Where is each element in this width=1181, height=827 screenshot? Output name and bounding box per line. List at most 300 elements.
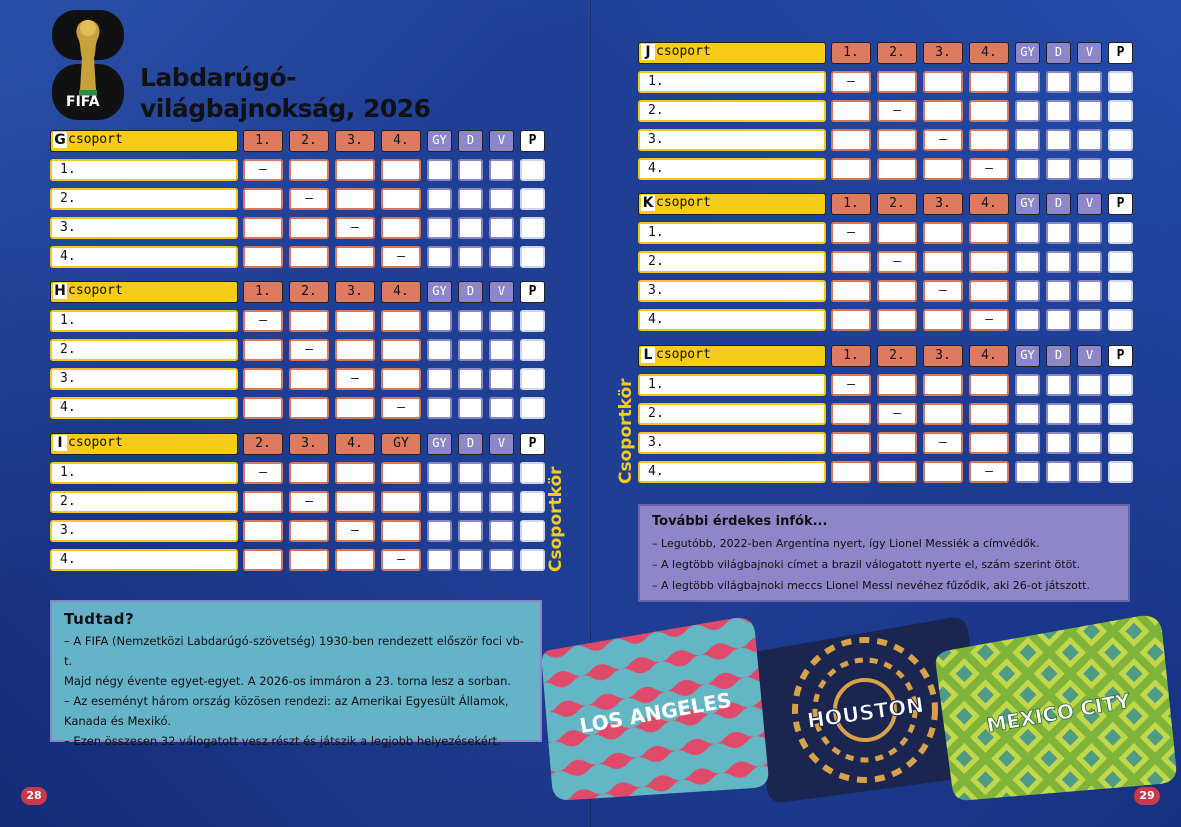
score-field[interactable] bbox=[335, 462, 375, 484]
stat-header: V bbox=[489, 433, 514, 455]
stat-field[interactable] bbox=[1077, 280, 1102, 302]
score-field[interactable] bbox=[969, 71, 1009, 93]
score-field[interactable] bbox=[923, 100, 963, 122]
city-name-mexico-city: MEXICO CITY bbox=[984, 688, 1133, 738]
score-field[interactable]: – bbox=[923, 280, 963, 302]
stat-field[interactable] bbox=[1015, 374, 1040, 396]
column-header: 3. bbox=[335, 130, 375, 152]
score-field[interactable]: – bbox=[969, 461, 1009, 483]
more-info-heading: További érdekes infók... bbox=[652, 514, 828, 529]
group-letter: L bbox=[641, 347, 655, 363]
score-field[interactable] bbox=[969, 432, 1009, 454]
points-field[interactable] bbox=[520, 217, 545, 239]
score-field[interactable] bbox=[969, 222, 1009, 244]
stat-header: GY bbox=[427, 130, 452, 152]
score-field[interactable] bbox=[877, 129, 917, 151]
score-field[interactable] bbox=[335, 310, 375, 332]
team-name-field[interactable]: 3. bbox=[638, 280, 826, 302]
team-name-field[interactable]: 4. bbox=[638, 158, 826, 180]
score-field[interactable]: – bbox=[831, 71, 871, 93]
score-field[interactable] bbox=[831, 100, 871, 122]
column-header: 2. bbox=[877, 193, 917, 215]
score-field[interactable]: – bbox=[243, 159, 283, 181]
score-field[interactable] bbox=[335, 397, 375, 419]
score-field[interactable] bbox=[831, 461, 871, 483]
stat-field[interactable] bbox=[489, 397, 514, 419]
column-header: 2. bbox=[243, 433, 283, 455]
score-field[interactable] bbox=[831, 251, 871, 273]
vertical-label-left: Csoportkör bbox=[546, 466, 566, 572]
stat-header: GY bbox=[1015, 193, 1040, 215]
stat-field[interactable] bbox=[458, 188, 483, 210]
score-field[interactable] bbox=[335, 491, 375, 513]
score-field[interactable]: – bbox=[335, 217, 375, 239]
stat-field[interactable] bbox=[489, 520, 514, 542]
team-name-field[interactable]: 3. bbox=[638, 432, 826, 454]
score-field[interactable]: – bbox=[381, 549, 421, 571]
points-field[interactable] bbox=[1108, 71, 1133, 93]
score-field[interactable] bbox=[243, 368, 283, 390]
stat-field[interactable] bbox=[1015, 251, 1040, 273]
stat-field[interactable] bbox=[1077, 158, 1102, 180]
score-field[interactable] bbox=[877, 432, 917, 454]
stat-field[interactable] bbox=[1077, 403, 1102, 425]
group-label: csoport bbox=[656, 195, 711, 210]
stat-header: D bbox=[458, 281, 483, 303]
score-field[interactable] bbox=[243, 217, 283, 239]
column-header: 1. bbox=[831, 42, 871, 64]
score-field[interactable] bbox=[335, 339, 375, 361]
score-field[interactable] bbox=[289, 368, 329, 390]
points-field[interactable] bbox=[1108, 158, 1133, 180]
score-field[interactable] bbox=[969, 403, 1009, 425]
score-field[interactable] bbox=[923, 251, 963, 273]
points-field[interactable] bbox=[1108, 222, 1133, 244]
score-field[interactable] bbox=[289, 520, 329, 542]
points-field[interactable] bbox=[520, 520, 545, 542]
stat-field[interactable] bbox=[458, 246, 483, 268]
team-name-field[interactable]: 3. bbox=[638, 129, 826, 151]
score-field[interactable]: – bbox=[289, 491, 329, 513]
score-field[interactable]: – bbox=[289, 339, 329, 361]
stat-field[interactable] bbox=[427, 520, 452, 542]
did-you-know-line: Majd négy évente egyet-egyet. A 2026-os immáron a 23. torna lesz a sorban. bbox=[64, 674, 512, 688]
score-field[interactable] bbox=[969, 280, 1009, 302]
stat-field[interactable] bbox=[1077, 129, 1102, 151]
team-name-field[interactable]: 3. bbox=[50, 520, 238, 542]
score-field[interactable] bbox=[243, 491, 283, 513]
stat-field[interactable] bbox=[1077, 432, 1102, 454]
stat-field[interactable] bbox=[1077, 100, 1102, 122]
stat-field[interactable] bbox=[1046, 374, 1071, 396]
page-number-right: 29 bbox=[1134, 787, 1160, 805]
team-name-field[interactable]: 2. bbox=[50, 339, 238, 361]
score-field[interactable] bbox=[243, 339, 283, 361]
city-card-mexico-city bbox=[936, 616, 1176, 800]
stat-field[interactable] bbox=[1077, 251, 1102, 273]
stat-field[interactable] bbox=[489, 462, 514, 484]
score-field[interactable] bbox=[243, 520, 283, 542]
score-field[interactable] bbox=[831, 432, 871, 454]
column-header: 3. bbox=[335, 281, 375, 303]
stat-header: V bbox=[1077, 345, 1102, 367]
stat-field[interactable] bbox=[1046, 71, 1071, 93]
stat-header: GY bbox=[427, 281, 452, 303]
score-field[interactable]: – bbox=[289, 188, 329, 210]
stat-header: D bbox=[1046, 345, 1071, 367]
more-info-line: – Legutóbb, 2022-ben Argentína nyert, így Lionel Messiék a címvédők. bbox=[652, 537, 1040, 550]
score-field[interactable] bbox=[923, 222, 963, 244]
score-field[interactable] bbox=[381, 339, 421, 361]
stat-header: V bbox=[489, 130, 514, 152]
points-field[interactable] bbox=[520, 339, 545, 361]
score-field[interactable]: – bbox=[877, 403, 917, 425]
score-field[interactable] bbox=[335, 549, 375, 571]
points-header: P bbox=[1108, 193, 1133, 215]
stat-field[interactable] bbox=[458, 159, 483, 181]
score-field[interactable] bbox=[877, 309, 917, 331]
stat-field[interactable] bbox=[1046, 309, 1071, 331]
column-header: 2. bbox=[289, 281, 329, 303]
column-header: 4. bbox=[381, 130, 421, 152]
city-cards bbox=[540, 610, 1180, 820]
team-name-field[interactable]: 3. bbox=[50, 217, 238, 239]
score-field[interactable] bbox=[969, 374, 1009, 396]
score-field[interactable] bbox=[381, 310, 421, 332]
column-header: 4. bbox=[969, 42, 1009, 64]
column-header: 3. bbox=[923, 42, 963, 64]
stat-field[interactable] bbox=[458, 368, 483, 390]
stat-field[interactable] bbox=[1077, 71, 1102, 93]
column-header: 1. bbox=[831, 345, 871, 367]
stat-field[interactable] bbox=[427, 246, 452, 268]
score-field[interactable] bbox=[243, 188, 283, 210]
team-name-field[interactable]: 2. bbox=[638, 100, 826, 122]
stat-field[interactable] bbox=[1046, 129, 1071, 151]
stat-header: V bbox=[489, 281, 514, 303]
score-field[interactable]: – bbox=[877, 251, 917, 273]
score-field[interactable] bbox=[381, 217, 421, 239]
city-name-los-angeles: LOS ANGELES bbox=[577, 687, 734, 739]
stat-field[interactable] bbox=[1015, 309, 1040, 331]
group-letter: H bbox=[54, 283, 66, 299]
score-field[interactable] bbox=[969, 100, 1009, 122]
points-field[interactable] bbox=[520, 246, 545, 268]
column-header: 1. bbox=[243, 281, 283, 303]
group-label: csoport bbox=[656, 44, 711, 59]
points-field[interactable] bbox=[1108, 100, 1133, 122]
score-field[interactable] bbox=[877, 461, 917, 483]
score-field[interactable] bbox=[381, 520, 421, 542]
stat-field[interactable] bbox=[1015, 129, 1040, 151]
points-field[interactable] bbox=[520, 159, 545, 181]
points-field[interactable] bbox=[520, 462, 545, 484]
column-header: 2. bbox=[877, 42, 917, 64]
group-name-cell bbox=[50, 130, 238, 152]
stat-field[interactable] bbox=[458, 520, 483, 542]
score-field[interactable] bbox=[335, 246, 375, 268]
group-letter: J bbox=[641, 44, 655, 60]
stat-field[interactable] bbox=[458, 397, 483, 419]
points-field[interactable] bbox=[520, 310, 545, 332]
score-field[interactable]: – bbox=[969, 309, 1009, 331]
points-field[interactable] bbox=[520, 549, 545, 571]
score-field[interactable] bbox=[381, 188, 421, 210]
score-field[interactable] bbox=[289, 397, 329, 419]
did-you-know-line: Kanada és Mexikó. bbox=[64, 714, 171, 728]
stat-field[interactable] bbox=[1077, 374, 1102, 396]
stat-field[interactable] bbox=[427, 397, 452, 419]
team-name-field[interactable]: 2. bbox=[638, 403, 826, 425]
score-field[interactable]: – bbox=[381, 246, 421, 268]
score-field[interactable] bbox=[923, 461, 963, 483]
stat-field[interactable] bbox=[1046, 158, 1071, 180]
team-name-field[interactable]: 1. bbox=[638, 71, 826, 93]
stat-field[interactable] bbox=[427, 462, 452, 484]
team-name-field[interactable]: 2. bbox=[638, 251, 826, 273]
score-field[interactable] bbox=[831, 158, 871, 180]
group-name-cell bbox=[50, 281, 238, 303]
stat-field[interactable] bbox=[489, 188, 514, 210]
stat-field[interactable] bbox=[427, 217, 452, 239]
stat-field[interactable] bbox=[1046, 432, 1071, 454]
stat-field[interactable] bbox=[1015, 100, 1040, 122]
stat-field[interactable] bbox=[427, 339, 452, 361]
score-field[interactable] bbox=[877, 71, 917, 93]
stat-field[interactable] bbox=[489, 217, 514, 239]
score-field[interactable] bbox=[335, 188, 375, 210]
column-header: 3. bbox=[923, 193, 963, 215]
stat-header: D bbox=[458, 433, 483, 455]
stat-field[interactable] bbox=[1046, 222, 1071, 244]
points-field[interactable] bbox=[1108, 374, 1133, 396]
page-title: Labdarúgó-világbajnokság, 2026 bbox=[140, 63, 431, 123]
score-field[interactable] bbox=[877, 222, 917, 244]
stat-field[interactable] bbox=[489, 549, 514, 571]
score-field[interactable]: – bbox=[969, 158, 1009, 180]
team-name-field[interactable]: 2. bbox=[50, 491, 238, 513]
stat-field[interactable] bbox=[1015, 432, 1040, 454]
score-field[interactable]: – bbox=[335, 368, 375, 390]
stat-field[interactable] bbox=[1015, 280, 1040, 302]
group-name-cell bbox=[638, 345, 826, 367]
column-header: 1. bbox=[243, 130, 283, 152]
group-name-cell bbox=[50, 433, 238, 455]
did-you-know-heading: Tudtad? bbox=[64, 610, 135, 628]
page-number-left: 28 bbox=[21, 787, 47, 805]
score-field[interactable] bbox=[289, 462, 329, 484]
stat-header: V bbox=[1077, 193, 1102, 215]
points-field[interactable] bbox=[1108, 280, 1133, 302]
score-field[interactable] bbox=[289, 549, 329, 571]
stat-field[interactable] bbox=[1015, 222, 1040, 244]
score-field[interactable] bbox=[289, 246, 329, 268]
score-field[interactable] bbox=[969, 129, 1009, 151]
city-name-houston: HOUSTON bbox=[805, 692, 926, 734]
group-name-cell bbox=[638, 193, 826, 215]
score-field[interactable] bbox=[335, 159, 375, 181]
stat-field[interactable] bbox=[458, 217, 483, 239]
stat-header: D bbox=[1046, 193, 1071, 215]
stat-field[interactable] bbox=[489, 491, 514, 513]
stat-field[interactable] bbox=[1015, 403, 1040, 425]
score-field[interactable] bbox=[831, 280, 871, 302]
group-label: csoport bbox=[656, 347, 711, 362]
score-field[interactable] bbox=[831, 129, 871, 151]
stat-field[interactable] bbox=[1015, 71, 1040, 93]
column-header: 3. bbox=[923, 345, 963, 367]
stat-header: GY bbox=[427, 433, 452, 455]
group-letter: I bbox=[53, 435, 67, 451]
stat-field[interactable] bbox=[1046, 100, 1071, 122]
score-field[interactable]: – bbox=[335, 520, 375, 542]
team-name-field[interactable]: 4. bbox=[638, 461, 826, 483]
points-field[interactable] bbox=[1108, 251, 1133, 273]
more-info-box bbox=[638, 504, 1130, 602]
score-field[interactable]: – bbox=[381, 397, 421, 419]
score-field[interactable] bbox=[831, 403, 871, 425]
score-field[interactable]: – bbox=[923, 432, 963, 454]
column-header: GY bbox=[381, 433, 421, 455]
stat-field[interactable] bbox=[489, 310, 514, 332]
score-field[interactable]: – bbox=[243, 310, 283, 332]
points-header: P bbox=[520, 130, 545, 152]
score-field[interactable] bbox=[923, 374, 963, 396]
vertical-label-right: Csoportkör bbox=[616, 378, 636, 484]
points-header: P bbox=[1108, 345, 1133, 367]
stat-field[interactable] bbox=[427, 368, 452, 390]
stat-field[interactable] bbox=[1046, 251, 1071, 273]
team-name-field[interactable]: 1. bbox=[50, 310, 238, 332]
team-name-field[interactable]: 4. bbox=[638, 309, 826, 331]
group-label: csoport bbox=[68, 132, 123, 147]
team-name-field[interactable]: 4. bbox=[50, 246, 238, 268]
stat-field[interactable] bbox=[1046, 403, 1071, 425]
stat-field[interactable] bbox=[489, 368, 514, 390]
stat-field[interactable] bbox=[489, 339, 514, 361]
did-you-know-line: – A FIFA (Nemzetközi Labdarúgó-szövetség) 1930-ben rendezett először foci vb-t. bbox=[64, 634, 524, 668]
stat-field[interactable] bbox=[427, 188, 452, 210]
team-name-field[interactable]: 2. bbox=[50, 188, 238, 210]
score-field[interactable] bbox=[877, 280, 917, 302]
did-you-know-line: – Az eseményt három ország közösen rendezi: az Amerikai Egyesült Államok, bbox=[64, 694, 509, 708]
team-name-field[interactable]: 1. bbox=[50, 462, 238, 484]
stat-field[interactable] bbox=[489, 246, 514, 268]
score-field[interactable] bbox=[381, 159, 421, 181]
points-header: P bbox=[520, 281, 545, 303]
stat-field[interactable] bbox=[458, 310, 483, 332]
points-field[interactable] bbox=[520, 368, 545, 390]
stat-field[interactable] bbox=[1077, 222, 1102, 244]
points-field[interactable] bbox=[1108, 403, 1133, 425]
score-field[interactable] bbox=[969, 251, 1009, 273]
stat-header: D bbox=[1046, 42, 1071, 64]
score-field[interactable] bbox=[243, 549, 283, 571]
team-name-field[interactable]: 4. bbox=[50, 549, 238, 571]
score-field[interactable]: – bbox=[877, 100, 917, 122]
stat-field[interactable] bbox=[1077, 461, 1102, 483]
column-header: 4. bbox=[969, 193, 1009, 215]
stat-field[interactable] bbox=[458, 491, 483, 513]
stat-header: GY bbox=[1015, 345, 1040, 367]
stat-field[interactable] bbox=[427, 159, 452, 181]
points-field[interactable] bbox=[1108, 432, 1133, 454]
group-letter: G bbox=[54, 132, 66, 148]
score-field[interactable] bbox=[289, 310, 329, 332]
group-letter: K bbox=[642, 195, 654, 211]
points-field[interactable] bbox=[520, 188, 545, 210]
score-field[interactable] bbox=[831, 309, 871, 331]
stat-field[interactable] bbox=[458, 462, 483, 484]
score-field[interactable] bbox=[923, 403, 963, 425]
city-card-los-angeles bbox=[542, 618, 768, 800]
score-field[interactable] bbox=[877, 158, 917, 180]
score-field[interactable] bbox=[877, 374, 917, 396]
score-field[interactable]: – bbox=[831, 222, 871, 244]
score-field[interactable] bbox=[243, 246, 283, 268]
score-field[interactable] bbox=[289, 159, 329, 181]
stat-field[interactable] bbox=[1015, 461, 1040, 483]
team-name-field[interactable]: 3. bbox=[50, 368, 238, 390]
column-header: 2. bbox=[289, 130, 329, 152]
score-field[interactable] bbox=[923, 158, 963, 180]
team-name-field[interactable]: 4. bbox=[50, 397, 238, 419]
group-name-cell bbox=[638, 42, 826, 64]
score-field[interactable] bbox=[381, 491, 421, 513]
stat-field[interactable] bbox=[1077, 309, 1102, 331]
did-you-know-box bbox=[50, 600, 542, 748]
points-field[interactable] bbox=[1108, 461, 1133, 483]
team-name-field[interactable]: 1. bbox=[638, 374, 826, 396]
points-field[interactable] bbox=[1108, 129, 1133, 151]
stat-header: GY bbox=[1015, 42, 1040, 64]
stat-field[interactable] bbox=[1046, 461, 1071, 483]
score-field[interactable]: – bbox=[243, 462, 283, 484]
team-name-field[interactable]: 1. bbox=[638, 222, 826, 244]
stat-field[interactable] bbox=[458, 339, 483, 361]
more-info-line: – A legtöbb világbajnoki címet a brazil válogatott nyerte el, szám szerint ötöt. bbox=[652, 558, 1081, 571]
stat-header: V bbox=[1077, 42, 1102, 64]
team-name-field[interactable]: 1. bbox=[50, 159, 238, 181]
points-header: P bbox=[1108, 42, 1133, 64]
column-header: 2. bbox=[877, 345, 917, 367]
score-field[interactable] bbox=[243, 397, 283, 419]
score-field[interactable] bbox=[923, 71, 963, 93]
column-header: 3. bbox=[289, 433, 329, 455]
group-label: csoport bbox=[68, 283, 123, 298]
stat-field[interactable] bbox=[489, 159, 514, 181]
score-field[interactable] bbox=[923, 309, 963, 331]
group-label: csoport bbox=[68, 435, 123, 450]
column-header: 4. bbox=[381, 281, 421, 303]
column-header: 4. bbox=[335, 433, 375, 455]
score-field[interactable]: – bbox=[923, 129, 963, 151]
points-field[interactable] bbox=[520, 491, 545, 513]
did-you-know-line: – Ezen összesen 32 válogatott vesz részt és játszik a legjobb helyezésekért. bbox=[64, 734, 501, 748]
stat-field[interactable] bbox=[458, 549, 483, 571]
stat-field[interactable] bbox=[427, 549, 452, 571]
stat-field[interactable] bbox=[427, 310, 452, 332]
stat-field[interactable] bbox=[1015, 158, 1040, 180]
score-field[interactable] bbox=[381, 462, 421, 484]
points-field[interactable] bbox=[1108, 309, 1133, 331]
score-field[interactable] bbox=[289, 217, 329, 239]
score-field[interactable]: – bbox=[831, 374, 871, 396]
points-field[interactable] bbox=[520, 397, 545, 419]
stat-field[interactable] bbox=[1046, 280, 1071, 302]
stat-field[interactable] bbox=[427, 491, 452, 513]
score-field[interactable] bbox=[381, 368, 421, 390]
